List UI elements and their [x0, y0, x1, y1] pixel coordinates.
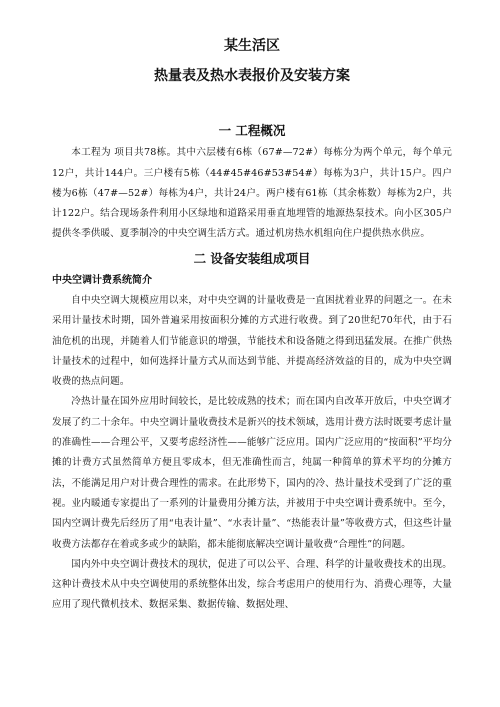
section-heading-equipment-installation: 二 设备安装组成项目: [193, 250, 311, 266]
document-title: 某生活区: [224, 38, 280, 54]
subheading-billing-system-intro: 中央空调计费系统简介: [52, 274, 152, 286]
paragraph-metering-technology: 冷热计量在国外应用时间较长，是比较成熟的技术；而在国内自改革开放后，中央空调才发展了约二十余年。中央空调计量收费技术是新兴的技术领域，选用计费方法时既要考虑计量的准确性——合理公平，又要考虑经济性——能够广泛应用。国内广泛应用的“按面积”平均分摊的计费方式虽然简单方便且零成本，但无准确性而言，纯属一种简单的算术平均的分摊方法，不能满足用户对计费合理性的需求。在此形势下，国内的冷、热计量技术受到了广泛的重视。业内暖通专家提出了一系列的计量费用分摊方法，并被用于中央空调计费系统中。至今，国内空调计费先后经历了用“电表计量”、“水表计量”、“热能表计量”等收费方式，但这些计量收费方法都存在着或多或少的缺陷，都未能彻底解决空调计量收费“合理性”的问题。: [52, 396, 452, 550]
paragraph-billing-history: 自中央空调大规模应用以来，对中央空调的计量收费是一直困扰着业界的问题之一。在未采用计量技术时期，国外普遍采用按面积分摊的方式进行收费。到了20世纪70年代，由于石油危机的出现，并随着人们节能意识的增强，节能技术和设备随之得到迅猛发展。在推广供热计量技术的过程中，如何选择计量方式从而达到节能、并提高经济效益的目的，成为中央空调收费的热点问题。: [52, 294, 452, 388]
section-heading-project-overview: 一 工程概况: [218, 123, 286, 138]
document-subtitle: 热量表及热水表报价及安装方案: [154, 67, 350, 84]
paragraph-project-overview: 本工程为 项目共78栋。其中六层楼有6栋（67#—72#）每栋分为两个单元，每个单元12户，共计144户。三户楼有5栋（44#45#46#53#54#）每栋为3户，共计15户。四户楼为6栋（47#—52#）每栋为4户，共计24户。两户楼有61栋（其余栋数）每栋为2户，共计122户。结合现场条件利用小区绿地和道路采用垂直地埋管的地源热泵技术。向小区305户提供冬季供暖、夏季制冷的中央空调生活方式。通过机房热水机组向住户提供热水供应。: [52, 147, 452, 240]
paragraph-billing-status: 国内外中央空调计费技术的现状，促进了可以公平、合理、科学的计量收费技术的出现。这种计费技术从中央空调使用的系统整体出发，综合考虑用户的使用行为、消费心理等，大量应用了现代微机技术、数据采集、数据传输、数据处理、: [52, 558, 452, 611]
